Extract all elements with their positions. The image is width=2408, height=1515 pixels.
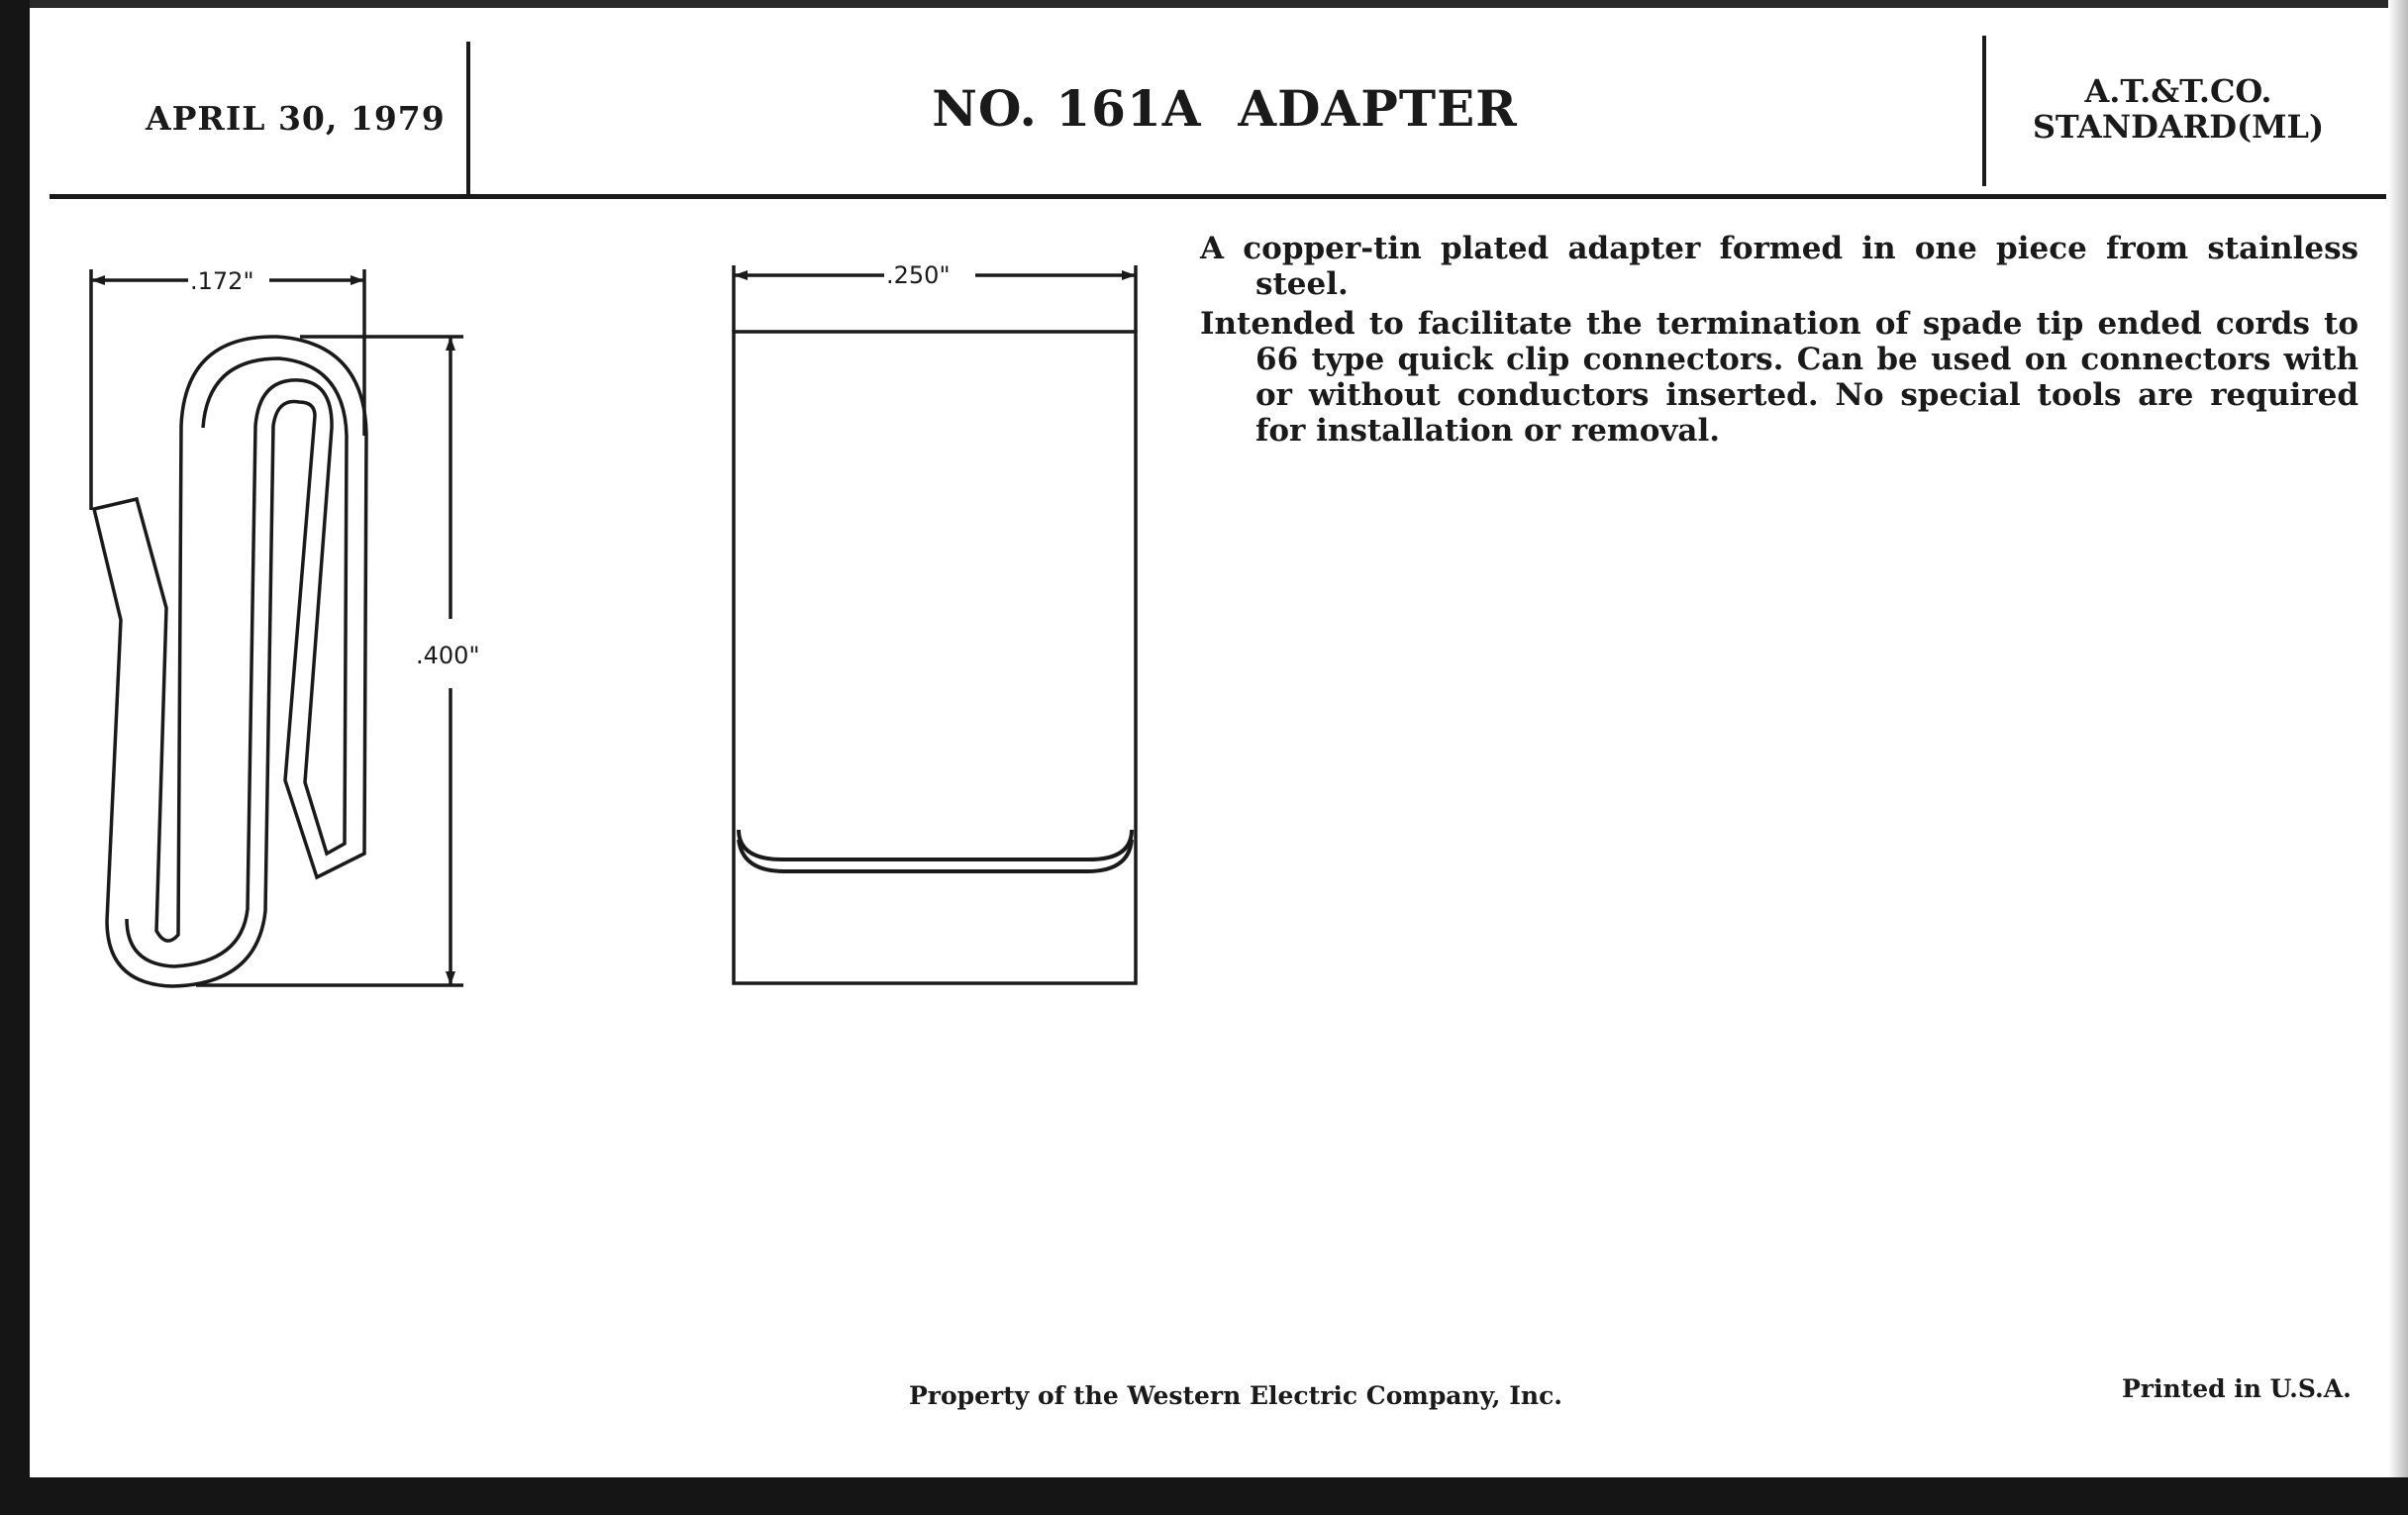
front-view-fold-line-upper <box>739 830 1132 859</box>
side-view-height-label: .400" <box>416 642 480 669</box>
side-view-outer-outline <box>94 337 366 986</box>
side-height-arrow-bottom <box>446 971 455 985</box>
side-view <box>91 269 463 986</box>
side-view-width-label: .172" <box>190 267 254 295</box>
standard-line-2: STANDARD(ML) <box>2032 108 2325 146</box>
front-view-width-label: .250" <box>886 261 951 289</box>
footer-printed-notice: Printed in U.S.A. <box>2122 1374 2352 1403</box>
side-height-arrow-top <box>446 337 455 351</box>
standard-line-1: A.T.&T.CO. <box>2084 72 2272 110</box>
description-paragraph-1: A copper-tin plated adapter formed in one piece from stainless steel. <box>1200 231 2358 302</box>
document-date: APRIL 30, 1979 <box>146 99 446 138</box>
front-view-fold-line-lower <box>739 840 1132 871</box>
front-view <box>734 265 1136 983</box>
description <box>1200 231 2358 453</box>
footer-property-notice: Property of the Western Electric Company, Inc. <box>909 1381 1563 1410</box>
side-width-arrow-right <box>351 275 364 285</box>
front-view-body <box>734 332 1136 983</box>
document-title: NO. 161A ADAPTER <box>932 79 1518 138</box>
front-width-arrow-right <box>1122 270 1136 280</box>
side-width-arrow-left <box>91 275 105 285</box>
description-paragraph-2: Intended to facilitate the termination of spade tip ended cords to 66 type quick clip connectors. Can be used on connectors with or without conductors inserted. No special tools are required for installation or removal. <box>1200 306 2358 449</box>
front-width-arrow-left <box>734 270 748 280</box>
